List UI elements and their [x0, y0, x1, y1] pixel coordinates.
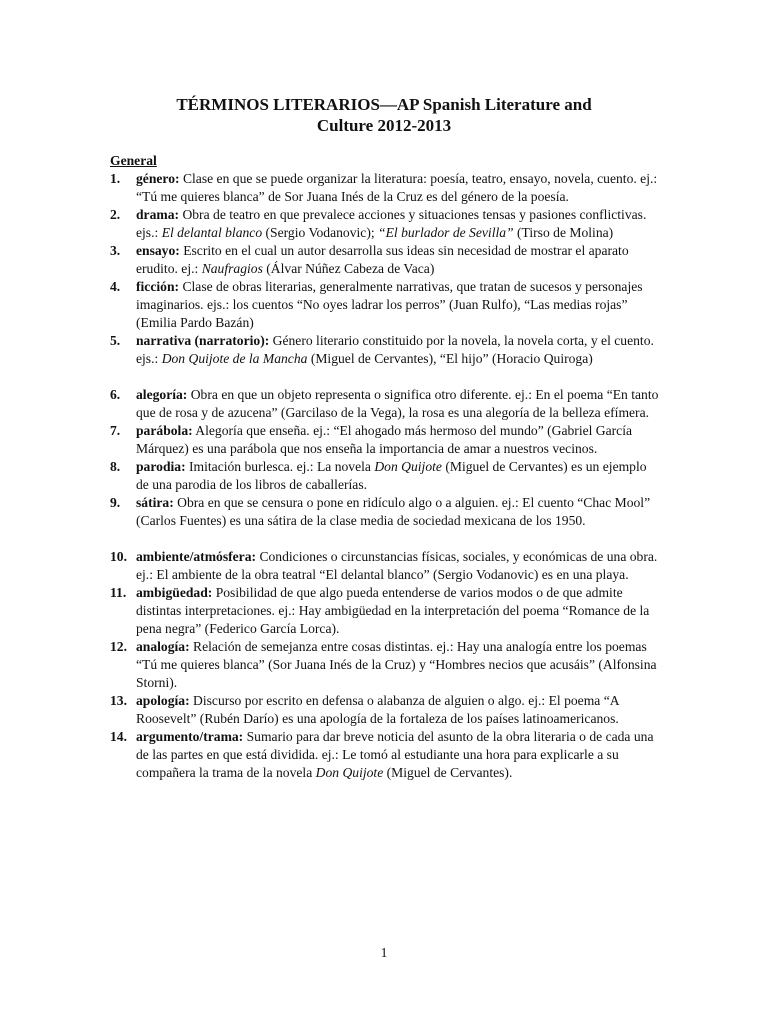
term-definition-text: (Miguel de Cervantes).: [383, 765, 513, 780]
term-definition-text: (Sergio Vodanovic);: [262, 225, 379, 240]
term-number: 8.: [110, 459, 121, 474]
term-entry: [110, 278, 660, 332]
term-number: 12.: [110, 639, 127, 654]
work-title: El delantal blanco: [161, 225, 263, 240]
term-number: 13.: [110, 693, 127, 708]
term-number: 5.: [110, 333, 121, 348]
term-definition-text: Sumario para dar breve noticia del asunto de la obra literaria o de cada una de las partes en que está dividida. ej.: Le tomó al estudiante una hora para explicarle a su compañera la trama de la novela: [136, 729, 654, 780]
term-name: género:: [136, 171, 180, 186]
term-definition-text: (Álvar Núñez Cabeza de Vaca): [262, 261, 435, 276]
term-definition-text: (Miguel de Cervantes) es un ejemplo de una parodia de los libros de caballerías.: [136, 459, 647, 492]
term-definition-text: Discurso por escrito en defensa o alabanza de alguien o algo. ej.: El poema “A Roosevelt” (Rubén Darío) es una apología de la fortaleza de los países latinoamericanos.: [136, 693, 619, 726]
page-title: [110, 94, 658, 136]
term-name: parodia:: [136, 459, 186, 474]
term-definition-text: Escrito en el cual un autor desarrolla sus ideas sin necesidad de mostrar el aparato erudito. ej.:: [136, 243, 629, 276]
term-number: 6.: [110, 387, 121, 402]
term-number: 4.: [110, 279, 121, 294]
term-name: parábola:: [136, 423, 193, 438]
glossary-content: [110, 152, 660, 782]
term-name: alegoría:: [136, 387, 188, 402]
term-name: apología:: [136, 693, 190, 708]
term-name: sátira:: [136, 495, 174, 510]
term-definition-text: Posibilidad de que algo pueda entenderse de varios modos o de que admite distintas interpretaciones. ej.: Hay ambigüedad en la interpretación del poema “Romance de la pena negra” (Federico García Lorca).: [136, 585, 650, 636]
term-definition-text: Alegoría que enseña. ej.: “El ahogado más hermoso del mundo” (Gabriel García Márquez) es una parábola que nos enseña la importancia de amar a nuestros vecinos.: [136, 423, 633, 456]
term-definition-text: (Miguel de Cervantes), “El hijo” (Horacio Quiroga): [307, 351, 593, 366]
term-definition-text: Obra en que un objeto representa o significa otro diferente. ej.: En el poema “En tanto que de rosa y de azucena” (Garcilaso de la Vega), la rosa es una alegoría de la belleza efímera.: [136, 387, 659, 420]
term-definition-text: Obra de teatro en que prevalece acciones y situaciones tensas y pasiones conflictivas. ejs.:: [136, 207, 647, 240]
work-title: Don Quijote: [374, 459, 442, 474]
term-number: 11.: [110, 585, 127, 600]
term-entry: [110, 170, 660, 206]
term-definition-text: Relación de semejanza entre cosas distintas. ej.: Hay una analogía entre los poemas “Tú me quieres blanca” (Sor Juana Inés de la Cruz) y “Hombres necios que acusáis” (Alfonsina Storni).: [136, 639, 657, 690]
term-number: 7.: [110, 423, 121, 438]
term-number: 9.: [110, 495, 121, 510]
work-title: Naufragios: [201, 261, 263, 276]
term-number: 3.: [110, 243, 121, 258]
term-name: narrativa (narratorio):: [136, 333, 270, 348]
term-entry: [110, 692, 660, 728]
term-entry: [110, 638, 660, 692]
term-entry: [110, 332, 660, 368]
term-definition-text: (Tirso de Molina): [513, 225, 614, 240]
term-name: ambigüedad:: [136, 585, 213, 600]
title-line-1: TÉRMINOS LITERARIOS—AP Spanish Literature and: [176, 95, 592, 114]
term-entry: [110, 386, 660, 422]
section-heading: General: [110, 153, 157, 168]
term-number: 2.: [110, 207, 121, 222]
term-definition-text: Imitación burlesca. ej.: La novela: [185, 459, 375, 474]
work-title: “El burlador de Sevilla”: [378, 225, 514, 240]
term-entry: [110, 458, 660, 494]
term-number: 1.: [110, 171, 121, 186]
term-name: analogía:: [136, 639, 190, 654]
term-entry: [110, 494, 660, 530]
term-definition-text: Género literario constituido por la novela, la novela corta, y el cuento. ejs.:: [136, 333, 654, 366]
term-number: 14.: [110, 729, 127, 744]
term-entry: [110, 548, 660, 584]
term-number: 10.: [110, 549, 127, 564]
title-line-2: Culture 2012-2013: [316, 116, 452, 135]
term-entry: [110, 206, 660, 242]
term-definition-text: Clase de obras literarias, generalmente narrativas, que tratan de sucesos y personajes imaginarios. ejs.: los cuentos “No oyes ladrar los perros” (Juan Rulfo), “Las medias rojas” (Emilia Pardo Bazán): [136, 279, 643, 330]
work-title: Don Quijote: [315, 765, 384, 780]
term-name: ficción:: [136, 279, 180, 294]
term-name: ensayo:: [136, 243, 180, 258]
term-entry: [110, 584, 660, 638]
term-definition-text: Obra en que se censura o pone en ridículo algo o a alguien. ej.: El cuento “Chac Mool” (Carlos Fuentes) es una sátira de la clase media de sociedad mexicana de los 1950.: [136, 495, 651, 528]
work-title: Don Quijote de la Mancha: [161, 351, 308, 366]
term-entry: [110, 422, 660, 458]
term-entry: [110, 242, 660, 278]
term-name: argumento/trama:: [136, 729, 244, 744]
page-number: 1: [380, 945, 388, 960]
term-definition-text: Clase en que se puede organizar la literatura: poesía, teatro, ensayo, novela, cuento. ej.: “Tú me quieres blanca” de Sor Juana Inés de la Cruz es del género de la poesía.: [136, 171, 658, 204]
terms-list: [110, 170, 660, 782]
term-name: ambiente/atmósfera:: [136, 549, 257, 564]
term-entry: [110, 728, 660, 782]
term-definition-text: Condiciones o circunstancias físicas, sociales, y económicas de una obra. ej.: El ambiente de la obra teatral “El delantal blanco” (Sergio Vodanovic) es en una playa.: [136, 549, 658, 582]
term-name: drama:: [136, 207, 180, 222]
